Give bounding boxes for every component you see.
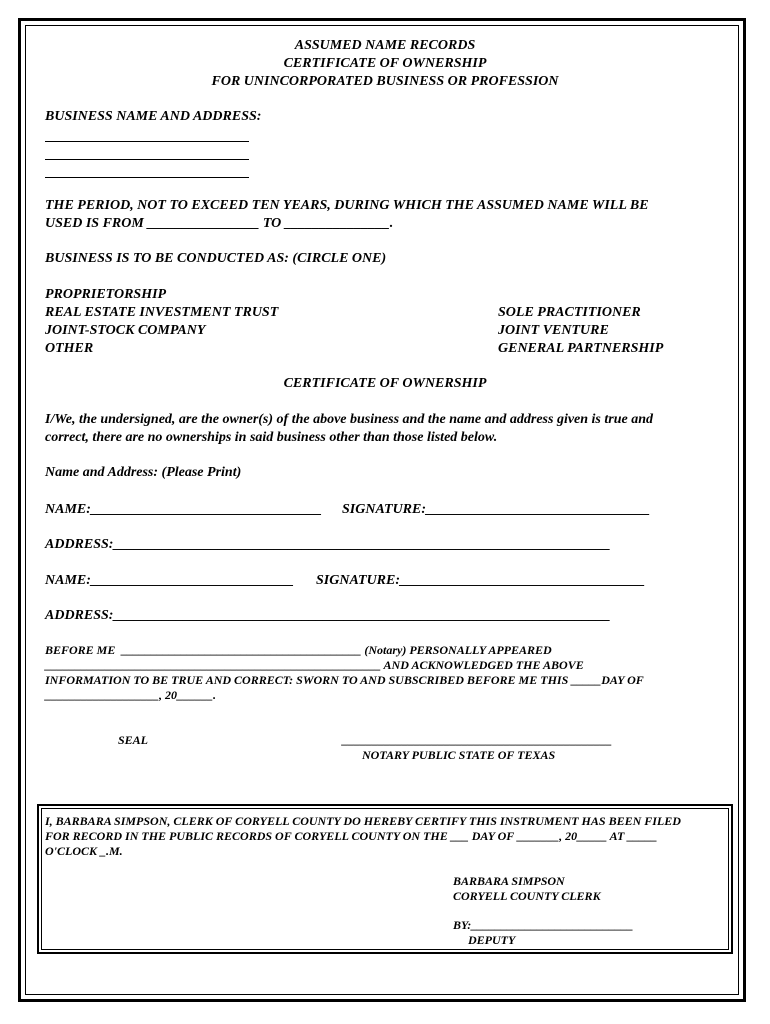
- business-name-label: BUSINESS NAME AND ADDRESS:: [45, 109, 262, 124]
- business-line-1[interactable]: [45, 141, 249, 142]
- clerk-name: BARBARA SIMPSON: [453, 874, 565, 888]
- notary-line-2[interactable]: ________________________________________________________ AND ACKNOWLEDGED THE ABOVE: [45, 658, 584, 672]
- certificate-title: CERTIFICATE OF OWNERSHIP: [283, 376, 487, 391]
- option-joint-stock[interactable]: JOINT-STOCK COMPANY: [45, 323, 206, 338]
- clerk-title: CORYELL COUNTY CLERK: [453, 889, 601, 903]
- clerk-line-2[interactable]: FOR RECORD IN THE PUBLIC RECORDS OF CORYELL COUNTY ON THE ___ DAY OF _______, 20_____ AT _____: [45, 829, 658, 843]
- clerk-line-1: I, BARBARA SIMPSON, CLERK OF CORYELL COUNTY DO HEREBY CERTIFY THIS INSTRUMENT HAS BEEN FILED: [45, 814, 681, 828]
- option-other[interactable]: OTHER: [45, 341, 94, 356]
- option-joint-venture[interactable]: JOINT VENTURE: [498, 323, 609, 338]
- seal-label: SEAL: [118, 733, 149, 747]
- business-line-2[interactable]: [45, 159, 249, 160]
- business-line-3[interactable]: [45, 177, 249, 178]
- owner-2-address-field[interactable]: ADDRESS:_______________________________________________________________________: [45, 608, 611, 623]
- owner-1-address-field[interactable]: ADDRESS:_______________________________________________________________________: [45, 537, 611, 552]
- statement-line-1: I/We, the undersigned, are the owner(s) of the above business and the name and address given is true and: [45, 412, 654, 427]
- owner-1-name-field[interactable]: NAME:_________________________________: [45, 502, 322, 517]
- clerk-line-3[interactable]: O'CLOCK _.M.: [45, 844, 123, 858]
- option-general-partnership[interactable]: GENERAL PARTNERSHIP: [498, 341, 664, 356]
- header-subtitle: CERTIFICATE OF OWNERSHIP: [283, 56, 487, 71]
- print-instruction: Name and Address: (Please Print): [45, 465, 242, 480]
- clerk-by-field[interactable]: BY:___________________________: [453, 918, 634, 932]
- notary-line-1[interactable]: BEFORE ME ________________________________________ (Notary) PERSONALLY APPEARED: [45, 643, 552, 657]
- header-subtitle-2: FOR UNINCORPORATED BUSINESS OR PROFESSION: [211, 74, 559, 89]
- notary-caption: NOTARY PUBLIC STATE OF TEXAS: [362, 748, 556, 762]
- statement-line-2: correct, there are no ownerships in said business other than those listed below.: [45, 430, 498, 445]
- option-proprietorship[interactable]: PROPRIETORSHIP: [45, 287, 167, 302]
- notary-signature-line[interactable]: _____________________________________________: [342, 733, 612, 747]
- owner-2-name-field[interactable]: NAME:_____________________________: [45, 573, 294, 588]
- option-real-estate-trust[interactable]: REAL ESTATE INVESTMENT TRUST: [45, 305, 279, 320]
- owner-1-signature-field[interactable]: SIGNATURE:________________________________: [342, 502, 651, 517]
- notary-line-4[interactable]: ___________________, 20______.: [45, 688, 216, 702]
- clerk-deputy-label: DEPUTY: [468, 933, 516, 947]
- conducted-label: BUSINESS IS TO BE CONDUCTED AS: (CIRCLE ONE): [45, 251, 387, 266]
- option-sole-practitioner[interactable]: SOLE PRACTITIONER: [498, 305, 641, 320]
- period-line-1: THE PERIOD, NOT TO EXCEED TEN YEARS, DURING WHICH THE ASSUMED NAME WILL BE: [45, 198, 649, 213]
- header-title: ASSUMED NAME RECORDS: [294, 38, 476, 53]
- notary-line-3[interactable]: INFORMATION TO BE TRUE AND CORRECT: SWORN TO AND SUBSCRIBED BEFORE ME THIS _____DAY OF: [45, 673, 644, 687]
- owner-2-signature-field[interactable]: SIGNATURE:___________________________________: [316, 573, 646, 588]
- period-line-2[interactable]: USED IS FROM ________________ TO _______________.: [45, 216, 394, 231]
